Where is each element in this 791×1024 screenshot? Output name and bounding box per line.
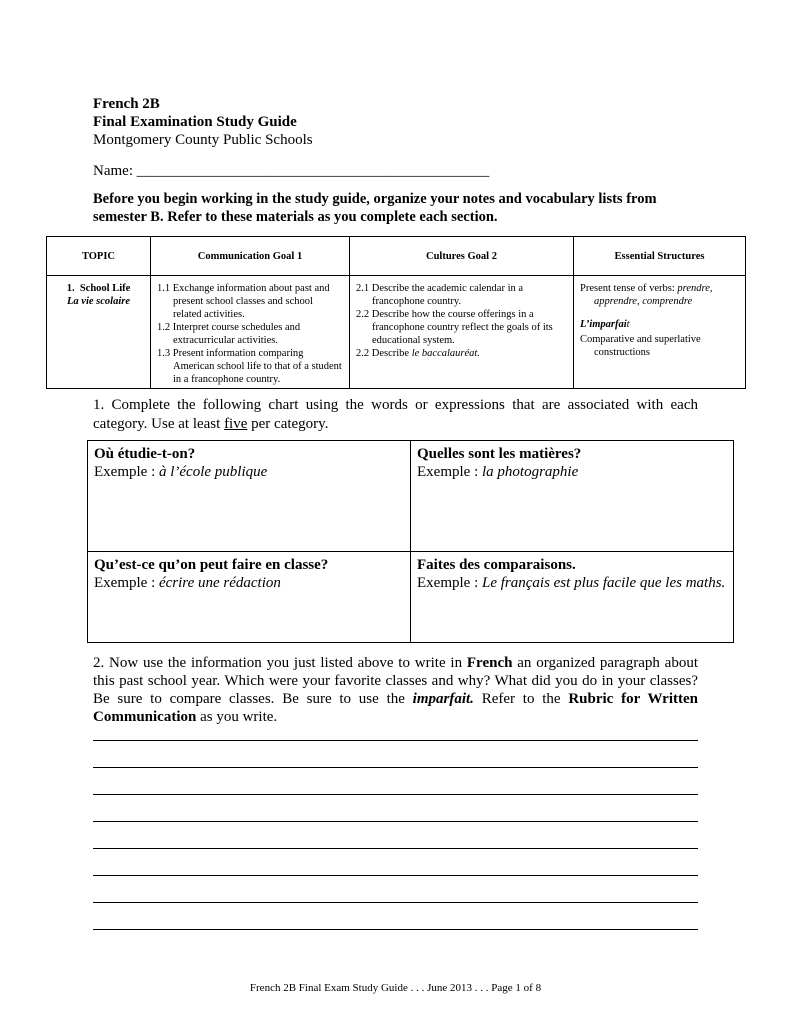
communication-goals-cell <box>151 276 350 389</box>
topic-name: 1. School Life <box>66 283 131 294</box>
chart-cell-title: Faites des comparaisons. <box>417 557 576 573</box>
name-line[interactable] <box>93 162 489 181</box>
writing-line[interactable] <box>93 848 698 849</box>
chart-cell-example: Exemple : à l’école publique <box>94 464 268 480</box>
comm-goal: 1.3 Present information comparing American school life to that of a student in a francophone country. <box>157 348 342 385</box>
structure-imparfait: L’imparfait <box>580 319 630 330</box>
vocabulary-chart <box>87 440 734 643</box>
page-footer: French 2B Final Exam Study Guide . . . June 2013 . . . Page 1 of 8 <box>249 982 542 994</box>
comm-goal: 1.2 Interpret course schedules and extracurricular activities. <box>157 322 301 346</box>
chart-cell-title: Quelles sont les matières? <box>417 446 582 462</box>
culture-goal: 2.1 Describe the academic calendar in a francophone country. <box>356 283 524 307</box>
culture-goal: 2.2 Describe how the course offerings in a francophone country reflect the goals of its educational system. <box>356 309 553 346</box>
header-topic: TOPIC <box>47 237 151 276</box>
header-communication: Communication Goal 1 <box>151 237 350 276</box>
chart-cell-example: Exemple : écrire une rédaction <box>94 575 281 591</box>
writing-line[interactable] <box>93 821 698 822</box>
header-structures: Essential Structures <box>574 237 746 276</box>
topic-name-fr: La vie scolaire <box>67 296 130 307</box>
course-title: French 2B <box>93 96 160 112</box>
chart-cell-title: Où étudie-t-on? <box>94 446 196 462</box>
name-blank[interactable]: _______________________________________________ <box>136 163 490 179</box>
district-name: Montgomery County Public Schools <box>93 132 313 148</box>
chart-cell-example: Exemple : Le français est plus facile que les maths. <box>417 575 726 591</box>
question-1: 1. Complete the following chart using the words or expressions that are associated with each category. Use at least five per category. <box>93 397 698 432</box>
structure-comparative: Comparative and superlative constructions <box>580 334 701 358</box>
name-label: Name: <box>93 163 137 179</box>
writing-line[interactable] <box>93 902 698 903</box>
chart-cell-subjects[interactable] <box>411 441 734 552</box>
cultures-goals-cell <box>350 276 574 389</box>
header-cultures: Cultures Goal 2 <box>350 237 574 276</box>
chart-cell-comparisons[interactable] <box>411 552 734 643</box>
chart-cell-where[interactable] <box>88 441 411 552</box>
topic-table <box>46 236 746 389</box>
chart-cell-activities[interactable] <box>88 552 411 643</box>
question-2: 2. Now use the information you just listed above to write in French an organized paragraph about this past school year. Which were your favorite classes and why? What did you do in your classes? Be sure to compare classes. Be sure to use the imparfait. Refer to the Rubric for Written Communication as you write. <box>93 655 699 725</box>
structure-present-tense: Present tense of verbs: prendre, apprendre, comprendre <box>580 283 713 307</box>
writing-line[interactable] <box>93 929 698 930</box>
intro-instructions: Before you begin working in the study guide, organize your notes and vocabulary lists from semester B. Refer to these materials as you complete each section. <box>93 191 657 225</box>
writing-line[interactable] <box>93 767 698 768</box>
topic-cell <box>47 276 151 389</box>
chart-cell-example: Exemple : la photographie <box>417 464 579 480</box>
structures-cell <box>574 276 746 389</box>
culture-goal: 2.2 Describe le baccalauréat. <box>356 348 480 359</box>
writing-line[interactable] <box>93 875 698 876</box>
chart-cell-title: Qu’est-ce qu’on peut faire en classe? <box>94 557 329 573</box>
guide-title: Final Examination Study Guide <box>93 114 297 130</box>
writing-line[interactable] <box>93 794 698 795</box>
comm-goal: 1.1 Exchange information about past and present school classes and school related activities. <box>157 283 330 320</box>
writing-line[interactable] <box>93 740 698 741</box>
